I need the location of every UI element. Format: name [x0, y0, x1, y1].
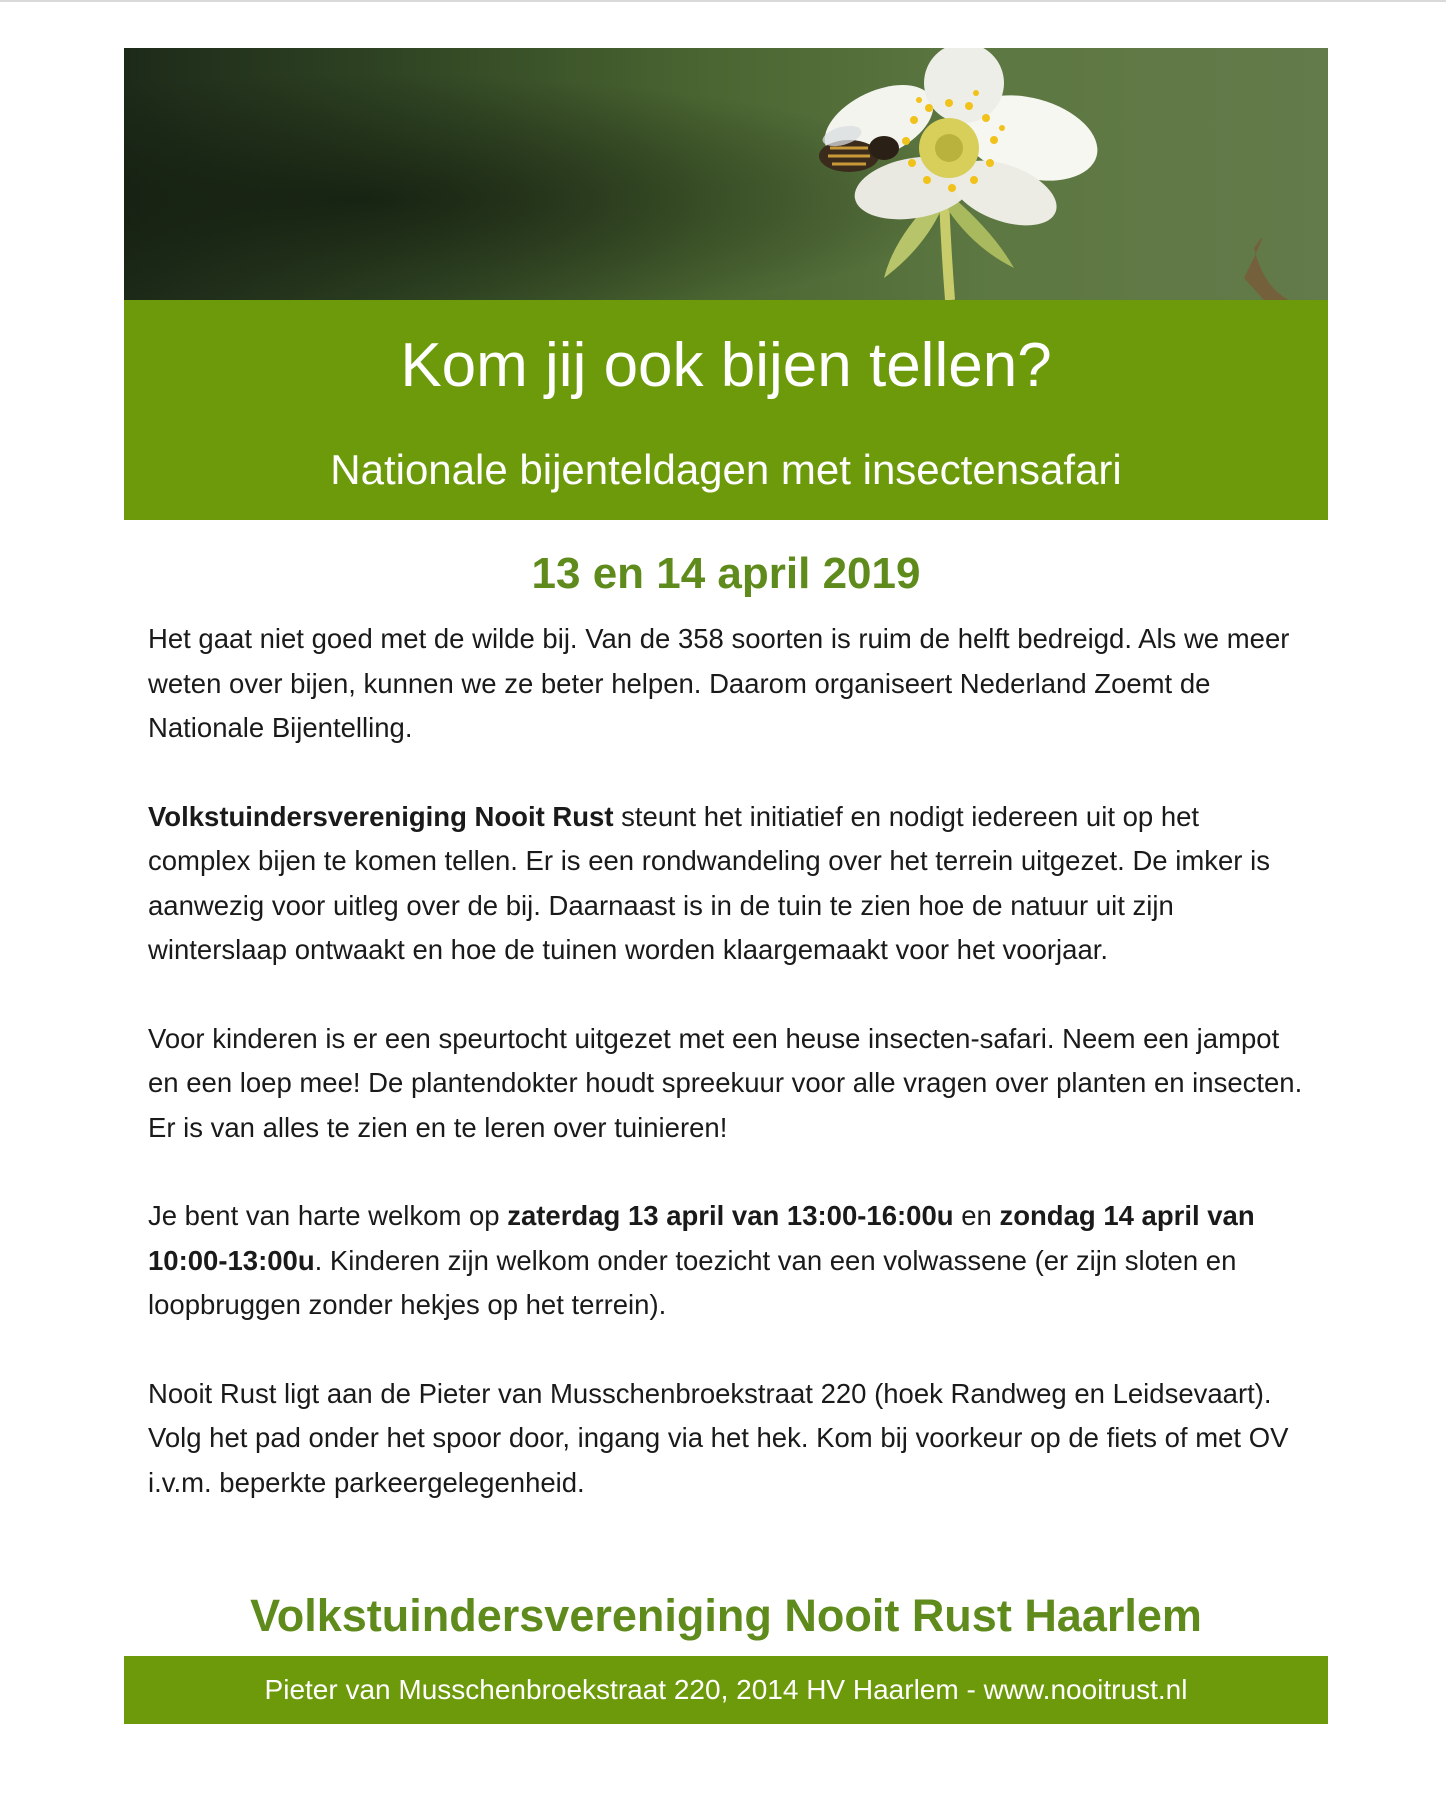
schedule-note: . Kinderen zijn welkom onder toezicht van een volwassene (er zijn sloten en loopbruggen zonder hekjes op het terrein).: [148, 1244, 1237, 1320]
paragraph-children: Voor kinderen is er een speurtocht uitgezet met een heuse insecten-safari. Neem een jampot en een loep mee! De plantendokter houdt spreekuur voor alle vragen over planten en insecten. Er is van alles te zien en te leren over tuinieren!: [148, 1022, 1303, 1143]
footer-address-bar: [124, 1656, 1328, 1724]
paragraph-schedule: [148, 1194, 1308, 1328]
page-top-border: [0, 0, 1446, 2]
paragraph-intro: Het gaat niet goed met de wilde bij. Van de 358 soorten is ruim de helft bedreigd. Als we meer weten over bijen, kunnen we ze beter helpen. Daarom organiseert Nederland Zoemt de Nationale Bijentelling.: [148, 623, 1290, 743]
page-subtitle: Nationale bijenteldagen met insectensafari: [330, 446, 1122, 493]
schedule-saturday: zaterdag 13 april van 13:00-16:00u: [507, 1200, 954, 1231]
event-date: 13 en 14 april 2019: [531, 549, 921, 598]
paragraph-association-text: steunt het initiatief en nodigt iedereen uit op het complex bijen te komen tellen. Er is een rondwandeling over het terrein uitgezet. De imker is aanwezig voor uitleg over de bij. Daarnaast is in de tuin te zien hoe de natuur uit zijn winterslaap ontwaakt en hoe de tuinen worden klaargemaakt voor het voorjaar.: [148, 800, 1270, 965]
footer-organization: Volkstuindersvereniging Nooit Rust Haarlem: [250, 1590, 1202, 1641]
schedule-sunday: zondag 14 april van 10:00-13:00u: [148, 1200, 1255, 1276]
schedule-intro: Je bent van harte welkom op: [148, 1200, 508, 1231]
paragraph-association: [148, 795, 1308, 973]
association-name: Volkstuindersvereniging Nooit Rust: [148, 800, 614, 832]
hero-image-bee-on-flower: [124, 48, 1328, 300]
body-text: [148, 617, 1308, 1549]
paragraph-location: Nooit Rust ligt aan de Pieter van Musschenbroekstraat 220 (hoek Randweg en Leidsevaart). Volg het pad onder het spoor door, ingang via het hek. Kom bij voorkeur op de fiets of met OV i.v.m. beperkte parkeergelegenheid.: [148, 1377, 1289, 1498]
page-title: Kom jij ook bijen tellen?: [400, 331, 1052, 400]
schedule-and: en: [953, 1200, 1000, 1231]
footer-address: Pieter van Musschenbroekstraat 220, 2014 HV Haarlem - www.nooitrust.nl: [264, 1674, 1188, 1705]
title-banner: [124, 300, 1328, 520]
